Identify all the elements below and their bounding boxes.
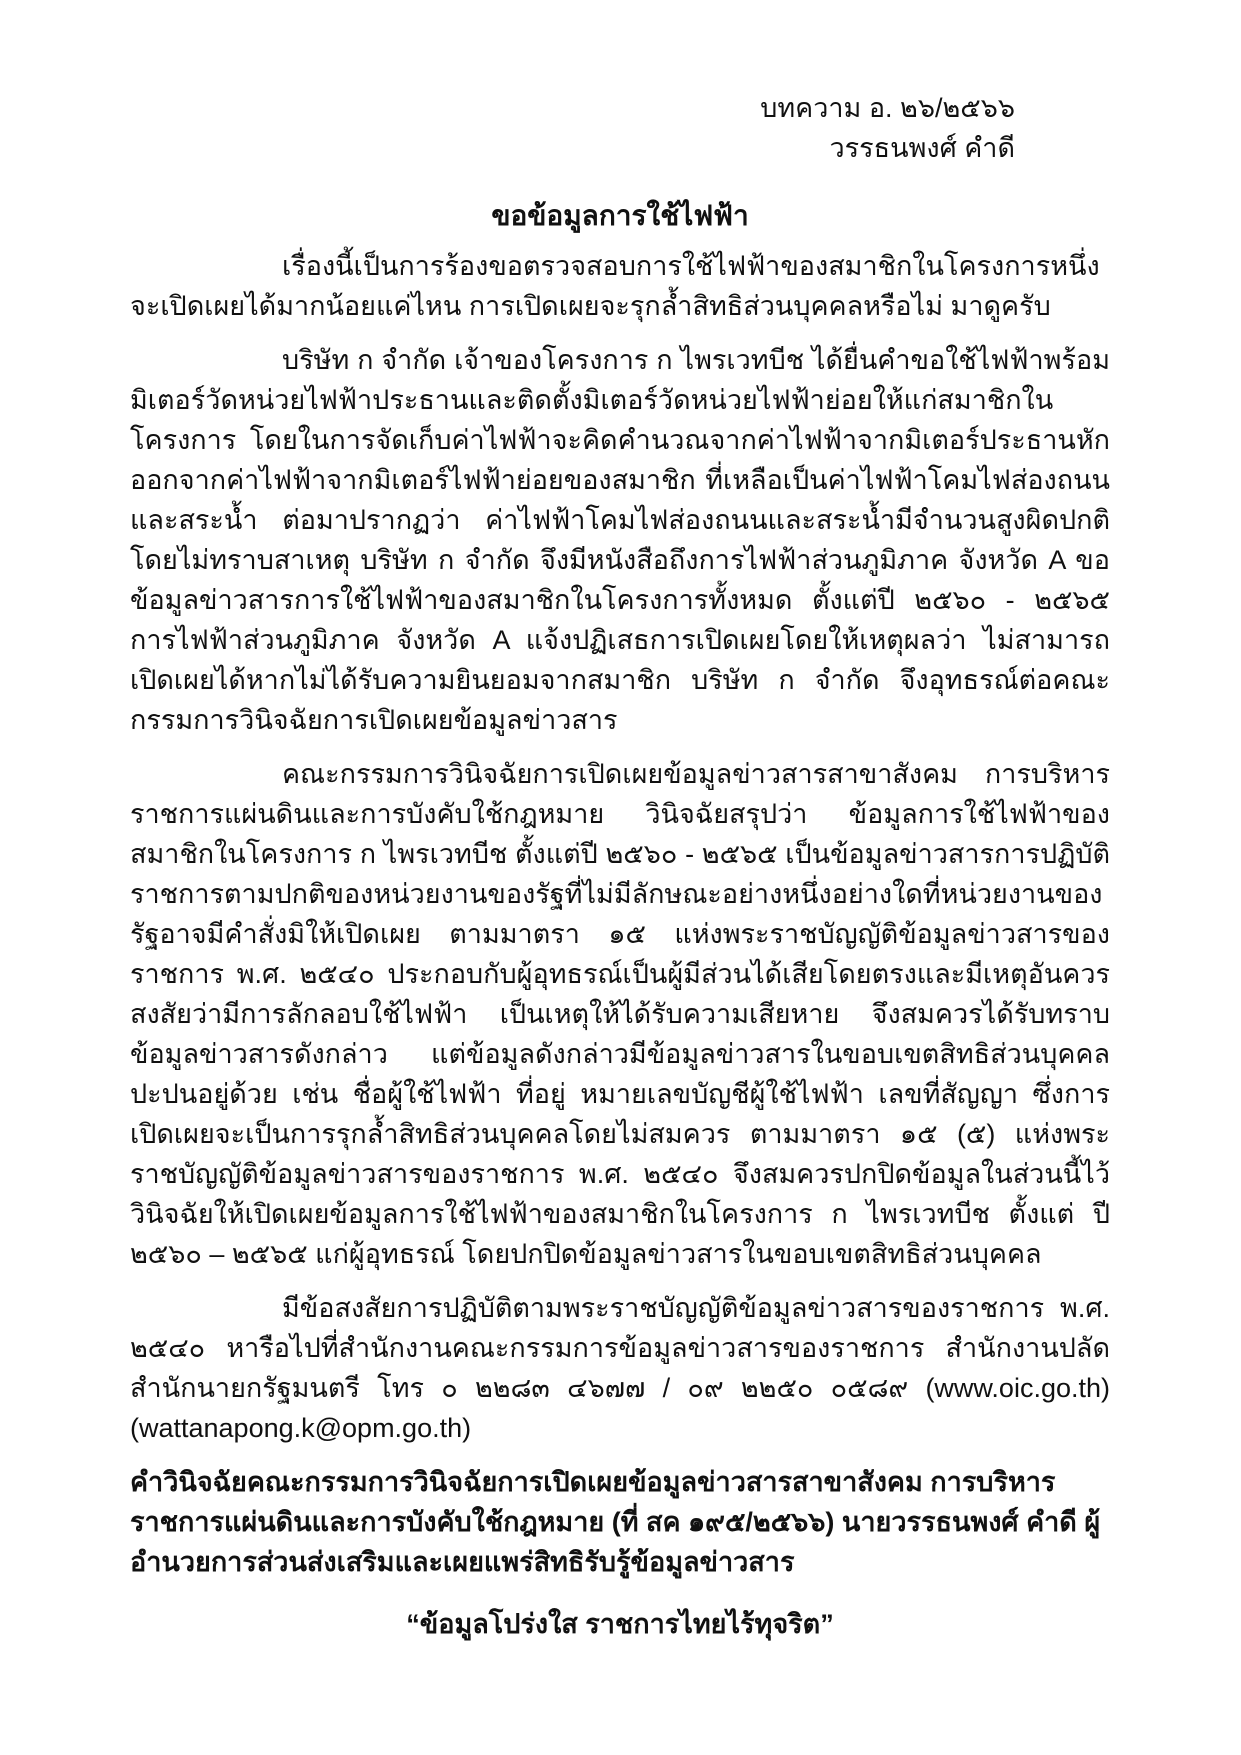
author-name: วรรธนพงศ์ คำดี: [829, 133, 1015, 163]
article-number: บทความ อ. ๒๖/๒๕๖๖: [760, 93, 1015, 123]
paragraph-decision-reference: คำวินิจฉัยคณะกรรมการวินิจฉัยการเปิดเผยข้อมูลข่าวสารสาขาสังคม การบริหารราชการแผ่นดินและการบังคับใช้กฎหมาย (ที่ สค ๑๙๕/๒๕๖๖) นายวรรธนพงศ์ คำดี ผู้อำนวยการส่วนส่งเสริมและเผยแพร่สิทธิรับรู้ข้อมูลข่าวสาร: [130, 1467, 1101, 1577]
paragraph-ruling-summary: คณะกรรมการวินิจฉัยการเปิดเผยข้อมูลข่าวสารสาขาสังคม การบริหารราชการแผ่นดินและการบังคับใช้กฎหมาย วินิจฉัยสรุปว่า ข้อมูลการใช้ไฟฟ้าของสมาชิกในโครงการ ก ไพรเวทบีช ตั้งแต่ปี ๒๕๖๐ - ๒๕๖๕ เป็นข้อมูลข่าวสารการปฏิบัติราชการตามปกติของหน่วยงานของรัฐที่ไม่มีลักษณะอย่างหนึ่งอย่างใดที่หน่วยงานของรัฐอาจมีคำสั่งมิให้เปิดเผย ตามมาตรา ๑๕ แห่งพระราชบัญญัติข้อมูลข่าวสารของราชการ พ.ศ. ๒๕๔๐ ประกอบกับผู้อุทธรณ์เป็นผู้มีส่วนได้เสียโดยตรงและมีเหตุอันควรสงสัยว่ามีการลักลอบใช้ไฟฟ้า เป็นเหตุให้ได้รับความเสียหาย จึงสมควรได้รับทราบข้อมูลข่าวสารดังกล่าว แต่ข้อมูลดังกล่าวมีข้อมูลข่าวสารในขอบเขตสิทธิส่วนบุคคลปะปนอยู่ด้วย เช่น ชื่อผู้ใช้ไฟฟ้า ที่อยู่ หมายเลขบัญชีผู้ใช้ไฟฟ้า เลขที่สัญญา ซึ่งการเปิดเผยจะเป็นการรุกล้ำสิทธิส่วนบุคคลโดยไม่สมควร ตามมาตรา ๑๕ (๕) แห่งพระราชบัญญัติข้อมูลข่าวสารของราชการ พ.ศ. ๒๕๔๐ จึงสมควรปกปิดข้อมูลในส่วนนี้ไว้ วินิจฉัยให้เปิดเผยข้อมูลการใช้ไฟฟ้าของสมาชิกในโครงการ ก ไพรเวทบีช ตั้งแต่ ปี ๒๕๖๐ – ๒๕๖๕ แก่ผู้อุทธรณ์ โดยปกปิดข้อมูลข่าวสารในขอบเขตสิทธิส่วนบุคคล: [130, 759, 1110, 1269]
paragraph-facts: บริษัท ก จำกัด เจ้าของโครงการ ก ไพรเวทบีช ได้ยื่นคำขอใช้ไฟฟ้าพร้อมมิเตอร์วัดหน่วยไฟฟ้าประธานและติดตั้งมิเตอร์วัดหน่วยไฟฟ้าย่อยให้แก่สมาชิกในโครงการ โดยในการจัดเก็บค่าไฟฟ้าจะคิดคำนวณจากค่าไฟฟ้าจากมิเตอร์ประธานหักออกจากค่าไฟฟ้าจากมิเตอร์ไฟฟ้าย่อยของสมาชิก ที่เหลือเป็นค่าไฟฟ้าโคมไฟส่องถนนและสระน้ำ ต่อมาปรากฏว่า ค่าไฟฟ้าโคมไฟส่องถนนและสระน้ำมีจำนวนสูงผิดปกติโดยไม่ทราบสาเหตุ บริษัท ก จำกัด จึงมีหนังสือถึงการไฟฟ้าส่วนภูมิภาค จังหวัด A ขอข้อมูลข่าวสารการใช้ไฟฟ้าของสมาชิกในโครงการทั้งหมด ตั้งแต่ปี ๒๕๖๐ - ๒๕๖๕ การไฟฟ้าส่วนภูมิภาค จังหวัด A แจ้งปฏิเสธการเปิดเผยโดยให้เหตุผลว่า ไม่สามารถเปิดเผยได้หากไม่ได้รับความยินยอมจากสมาชิก บริษัท ก จำกัด จึงอุทธรณ์ต่อคณะกรรมการวินิจฉัยการเปิดเผยข้อมูลข่าวสาร: [130, 345, 1110, 735]
paragraph-contact-info: มีข้อสงสัยการปฏิบัติตามพระราชบัญญัติข้อมูลข่าวสารของราชการ พ.ศ. ๒๕๔๐ หารือไปที่สำนักงานคณะกรรมการข้อมูลข่าวสารของราชการ สำนักงานปลัดสำนักนายกรัฐมนตรี โทร ๐ ๒๒๘๓ ๔๖๗๗ / ๐๙ ๒๒๕๐ ๐๕๘๙ (www.oic.go.th) (wattanapong.k@opm.go.th): [130, 1293, 1110, 1443]
paragraph-intro: เรื่องนี้เป็นการร้องขอตรวจสอบการใช้ไฟฟ้าของสมาชิกในโครงการหนึ่ง จะเปิดเผยได้มากน้อยแค่ไหน การเปิดเผยจะรุกล้ำสิทธิส่วนบุคคลหรือไม่ มาดูครับ: [130, 251, 1100, 321]
doc-header: [130, 88, 1110, 168]
closing-quote: “ข้อมูลโปร่งใส ราชการไทยไร้ทุจริต”: [406, 1609, 834, 1639]
page-title: ขอข้อมูลการใช้ไฟฟ้า: [491, 200, 749, 231]
